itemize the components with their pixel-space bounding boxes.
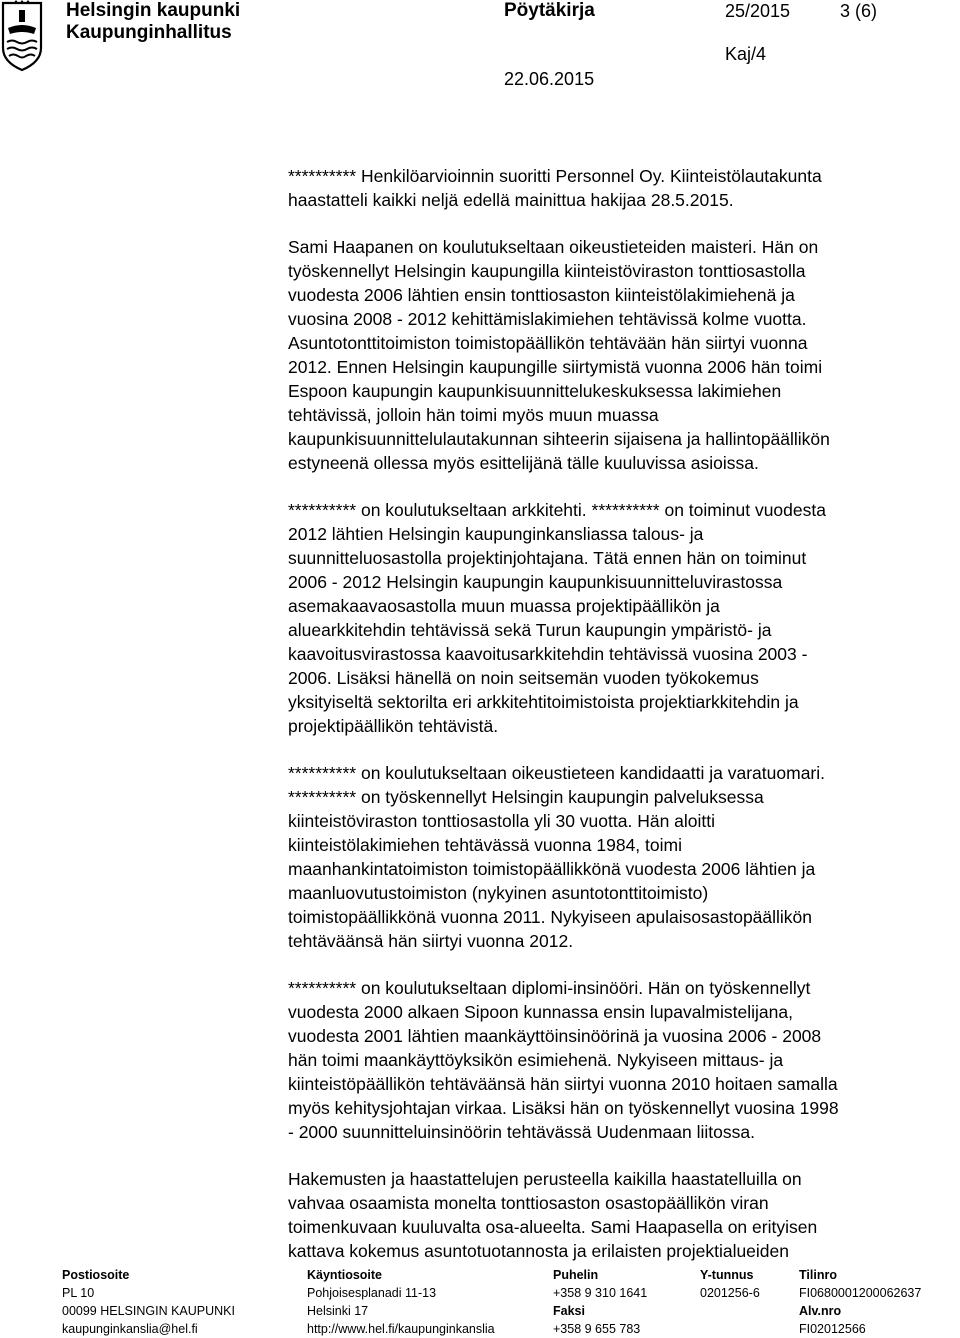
- footer-business-id-value: 0201256-6: [700, 1286, 760, 1300]
- header-doc-number: 25/2015: [725, 1, 791, 21]
- helsinki-coat-of-arms-icon: [0, 0, 44, 72]
- paragraph: ********** Henkilöarvioinnin suoritti Personnel Oy. Kiinteistölautakunta haastatteli kaikki neljä edellä mainittua hakijaa 28.5.2015.: [288, 166, 822, 210]
- header-doc-type: Pöytäkirja: [504, 0, 595, 21]
- footer-visiting-city: Helsinki 17: [307, 1304, 369, 1318]
- header-item-code: Kaj/4: [725, 44, 767, 64]
- paragraph: ********** on koulutukseltaan oikeustieteen kandidaatti ja varatuomari. ********** on työskennellyt Helsingin kaupungin palveluksessa kiinteistöviraston tonttiosastolla yli 30 vuotta. Hän aloitti kiinteistölakimiehen tehtävässä vuonna 1984, toimi maanhankintatoimiston toimistopäällikkönä vuodesta 2006 lähtien ja maanluovutustoimiston (nykyinen asuntotonttitoimisto) toimistopäällikkönä vuonna 2011. Nykyiseen apulaisosastopäällikön tehtäväänsä hän siirtyi vuonna 2012.: [288, 763, 826, 951]
- paragraph: ********** on koulutukseltaan arkkitehti. ********** on toiminut vuodesta 2012 lähtien Helsingin kaupunginkansliassa talous- ja suunnitteluosastolla projektinjohtajana. Tätä ennen hän on toiminut 2006 - 2012 Helsingin kaupungin kaupunkisuunnitteluvirastossa asemakaavaosastolla muun muassa projektipäällikön ja aluearkkitehdin tehtävissä sekä Turun kaupungin ympäristö- ja kaavoitusvirastossa kaavoitusarkkitehdin tehtävissä vuosina 2003 - 2006. Lisäksi hänellä on noin seitsemän vuoden työkokemus yksityiseltä sektorilta eri arkkitehtitoimistoista projektiarkkitehdin ja projektipäällikön tehtävistä.: [288, 500, 826, 736]
- footer-postal-address: [62, 1266, 235, 1338]
- footer-postal-box: PL 10: [62, 1286, 95, 1300]
- footer-postal-city: 00099 HELSINGIN KAUPUNKI: [62, 1304, 235, 1318]
- footer-visiting-heading: Käyntiosoite: [307, 1268, 383, 1282]
- footer-phone-heading: Puhelin: [553, 1268, 599, 1282]
- footer-account-number: FI0680001200062637: [799, 1286, 922, 1300]
- header-body: Kaupunginhallitus: [66, 22, 232, 43]
- footer-street: Pohjoisesplanadi 11-13: [307, 1286, 437, 1300]
- paragraph: Sami Haapanen on koulutukseltaan oikeustieteiden maisteri. Hän on työskennellyt Helsingin kaupungilla kiinteistöviraston tonttiosastolla vuodesta 2006 lähtien ensin tonttiosaston kiinteistölakimiehenä ja vuosina 2008 - 2012 kehittämislakimiehen tehtävissä kolme vuotta. Asuntotonttitoimiston toimistopäällikön tehtävään hän siirtyi vuonna 2012. Ennen Helsingin kaupungille siirtymistä vuonna 2006 hän toimi Espoon kaupungin kaupunkisuunnittelukeskuksessa lakimiehen tehtävissä, jolloin hän toimi myös muun muassa kaupunkisuunnittelulautakunnan sihteerin sijaisena ja hallintopäällikön estyneenä ollessa myös esittelijänä tälle kuuluvissa asioissa.: [288, 237, 830, 473]
- footer-visiting-address: [307, 1266, 495, 1338]
- footer-account-heading: Tilinro: [799, 1268, 837, 1282]
- footer-fax-heading: Faksi: [553, 1304, 585, 1318]
- footer-business-id-heading: Y-tunnus: [700, 1268, 754, 1282]
- header-page-number: 3 (6): [840, 1, 878, 21]
- header-date: 22.06.2015: [504, 69, 595, 89]
- header-city: Helsingin kaupunki: [66, 0, 241, 21]
- footer-phone: [553, 1266, 647, 1338]
- footer-fax-number: +358 9 655 783: [553, 1322, 641, 1336]
- paragraph: ********** on koulutukseltaan diplomi-insinööri. Hän on työskennellyt vuodesta 2000 alkaen Sipoon kunnassa ensin lupavalmistelijana, vuodesta 2001 lähtien maankäyttöinsinöörinä ja vuosina 2006 - 2008 hän toimi maankäyttöyksikön esimiehenä. Nykyiseen mittaus- ja kiinteistöpäällikön tehtäväänsä hän siirtyi vuonna 2010 hoitaen samalla myös kehitysjohtajan virkaa. Lisäksi hän on työskennellyt vuosina 1998 - 2000 suunnitteluinsinöörin tehtävässä Uudenmaan liitossa.: [288, 978, 839, 1142]
- paragraph: Hakemusten ja haastattelujen perusteella kaikilla haastatelluilla on vahvaa osaamista monelta tonttiosaston osastopäällikön viran toimenkuvaan kuuluvalta osa-alueelta. Sami Haapasella on erityisen kattava kokemus asuntotuotannosta ja erilaisten projektialueiden: [288, 1169, 818, 1261]
- footer-email: kaupunginkanslia@hel.fi: [62, 1322, 198, 1336]
- footer-business-id: [700, 1266, 760, 1302]
- page-footer: [0, 1266, 960, 1336]
- footer-vat-number: FI02012566: [799, 1322, 866, 1336]
- footer-phone-number: +358 9 310 1641: [553, 1286, 648, 1300]
- footer-account: [799, 1266, 921, 1338]
- footer-website: http://www.hel.fi/kaupunginkanslia: [307, 1322, 495, 1336]
- footer-vat-heading: Alv.nro: [799, 1304, 842, 1318]
- document-body: [288, 164, 936, 1286]
- footer-postal-heading: Postiosoite: [62, 1268, 130, 1282]
